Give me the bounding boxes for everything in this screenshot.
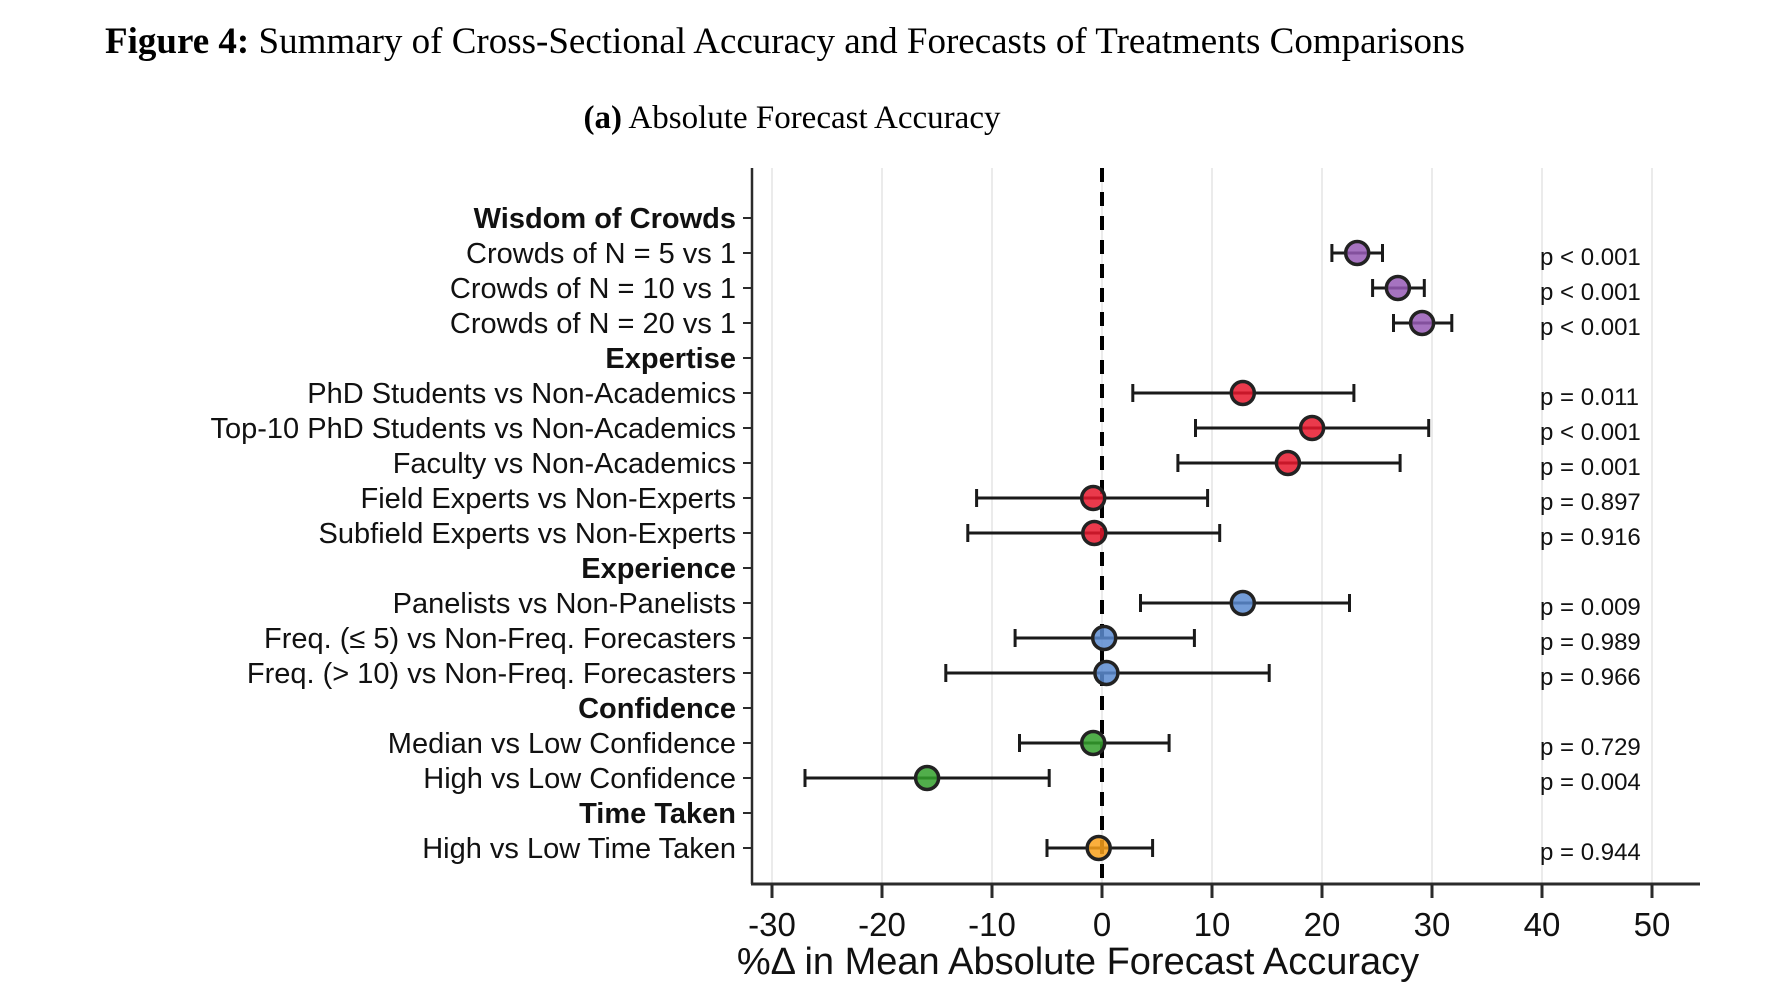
- estimate-dot: [1301, 417, 1324, 440]
- row-label: Freq. (≤ 5) vs Non-Freq. Forecasters: [264, 623, 736, 655]
- estimate-dot: [1082, 487, 1105, 510]
- category-header-label: Time Taken: [579, 798, 736, 830]
- estimate-dot: [1386, 277, 1409, 300]
- estimate-dot: [1082, 732, 1105, 755]
- p-value-label: p = 0.916: [1540, 524, 1641, 551]
- row-label: High vs Low Time Taken: [422, 833, 736, 865]
- estimate-dot: [1231, 382, 1254, 405]
- row-label: Subfield Experts vs Non-Experts: [318, 518, 736, 550]
- x-tick-label: 40: [1523, 906, 1561, 943]
- estimate-dot: [1346, 242, 1369, 265]
- estimate-dot: [1231, 592, 1254, 615]
- category-header-label: Experience: [581, 553, 736, 585]
- row-label: PhD Students vs Non-Academics: [307, 378, 736, 410]
- p-value-label: p = 0.729: [1540, 734, 1641, 761]
- row-label: Field Experts vs Non-Experts: [360, 483, 736, 515]
- x-tick-label: 20: [1303, 906, 1341, 943]
- panel-title-text: Absolute Forecast Accuracy: [622, 100, 1001, 136]
- category-header-label: Confidence: [578, 693, 736, 725]
- panel-label: (a): [583, 100, 622, 136]
- p-value-label: p < 0.001: [1540, 244, 1641, 271]
- x-axis-title: %Δ in Mean Absolute Forecast Accuracy: [736, 941, 1420, 983]
- p-value-label: p = 0.897: [1540, 489, 1641, 516]
- estimate-dot: [1093, 627, 1116, 650]
- x-tick-label: -10: [968, 906, 1016, 943]
- row-label: Median vs Low Confidence: [387, 728, 736, 760]
- x-tick-label: 50: [1633, 906, 1671, 943]
- row-label: Freq. (> 10) vs Non-Freq. Forecasters: [246, 658, 736, 690]
- p-value-label: p = 0.011: [1540, 384, 1639, 411]
- category-header-label: Expertise: [605, 343, 736, 375]
- figure-label: Figure 4:: [105, 21, 250, 62]
- p-value-label: p = 0.004: [1540, 769, 1641, 796]
- row-label: Panelists vs Non-Panelists: [392, 588, 736, 620]
- category-header-label: Wisdom of Crowds: [473, 203, 736, 235]
- row-label: Faculty vs Non-Academics: [392, 448, 736, 480]
- figure-title-text: Summary of Cross-Sectional Accuracy and Forecasts of Treatments Comparisons: [249, 21, 1465, 62]
- estimate-dot: [1095, 662, 1118, 685]
- estimate-dot: [1276, 452, 1299, 475]
- row-label: Top-10 PhD Students vs Non-Academics: [210, 413, 736, 445]
- estimate-dot: [1083, 522, 1106, 545]
- row-label: High vs Low Confidence: [423, 763, 736, 795]
- x-tick-label: 10: [1193, 906, 1231, 943]
- x-tick-label: -30: [748, 906, 796, 943]
- row-label: Crowds of N = 10 vs 1: [449, 273, 736, 305]
- row-label: Crowds of N = 20 vs 1: [449, 308, 736, 340]
- p-value-label: p = 0.989: [1540, 629, 1641, 656]
- estimate-dot: [1411, 312, 1434, 335]
- p-value-label: p < 0.001: [1540, 419, 1641, 446]
- p-value-label: p < 0.001: [1540, 279, 1641, 306]
- p-value-label: p = 0.966: [1540, 664, 1641, 691]
- p-value-label: p = 0.944: [1540, 839, 1641, 866]
- p-value-label: p = 0.009: [1540, 594, 1641, 621]
- row-label: Crowds of N = 5 vs 1: [466, 238, 736, 270]
- p-value-label: p = 0.001: [1540, 454, 1641, 481]
- x-tick-label: 30: [1413, 906, 1451, 943]
- p-value-label: p < 0.001: [1540, 314, 1641, 341]
- estimate-dot: [1087, 837, 1110, 860]
- estimate-dot: [916, 767, 939, 790]
- x-tick-label: -20: [858, 906, 906, 943]
- x-tick-label: 0: [1092, 906, 1112, 943]
